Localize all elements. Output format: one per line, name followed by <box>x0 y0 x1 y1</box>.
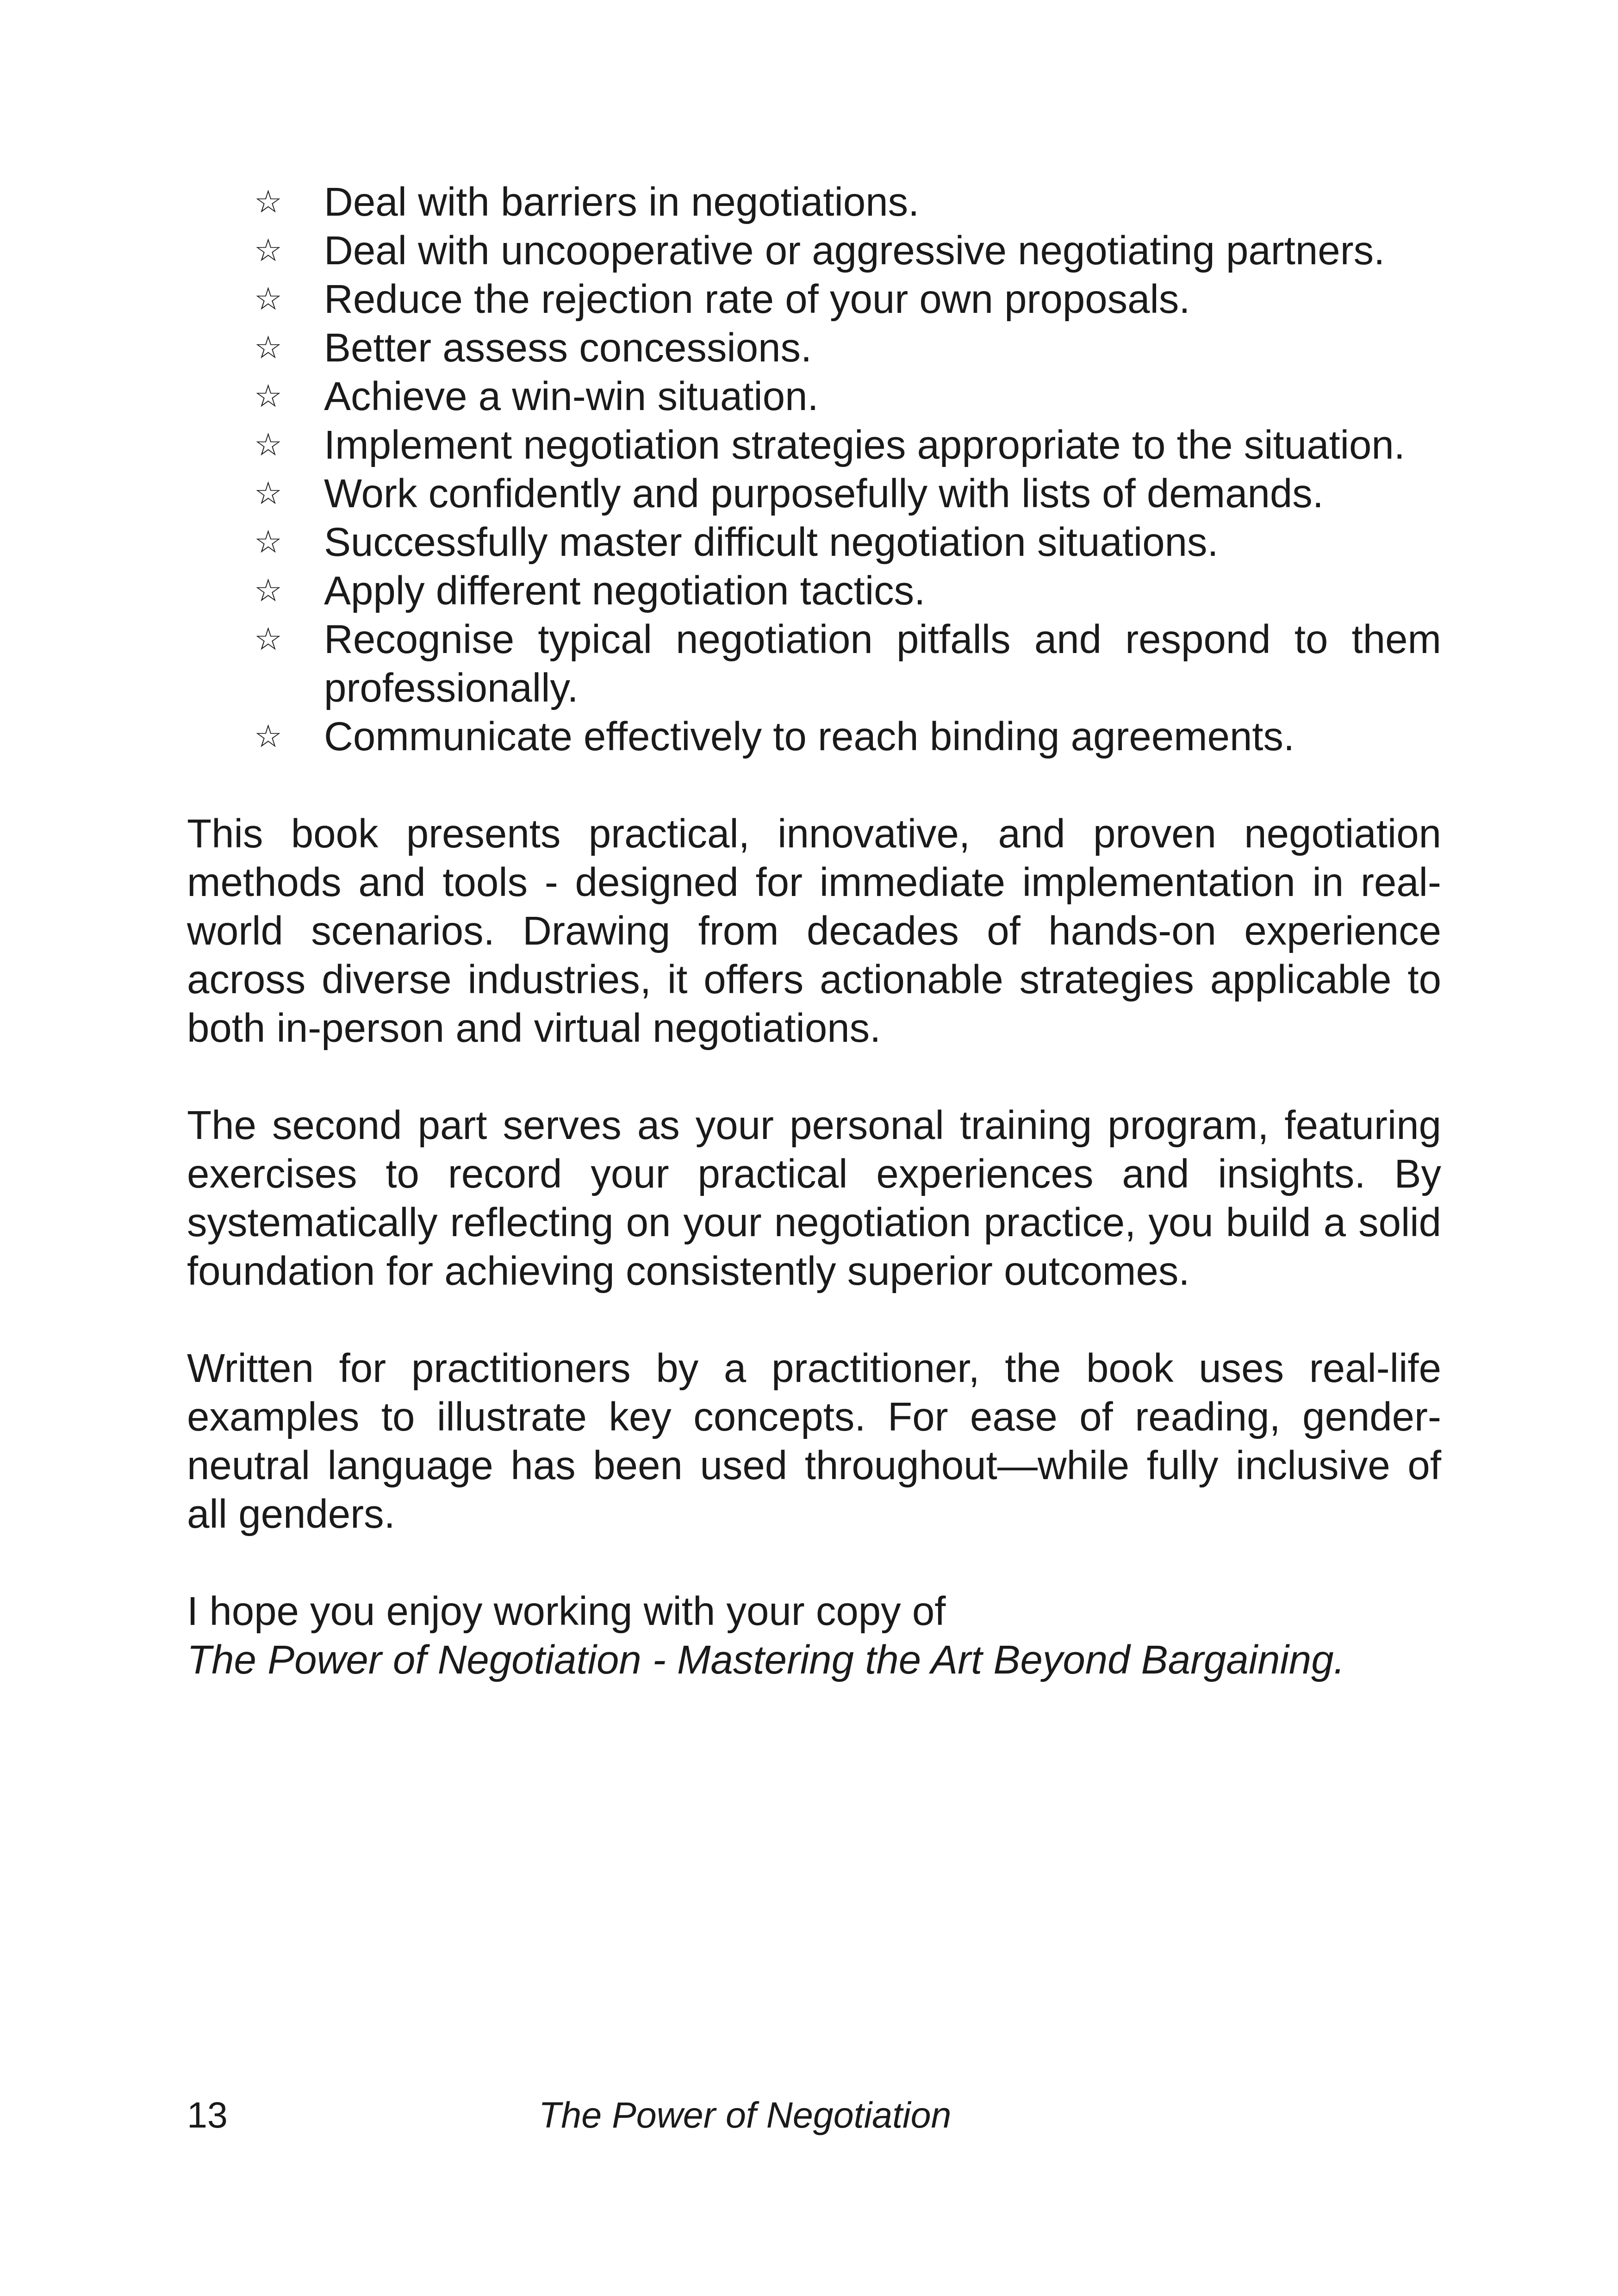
bullet-item <box>187 518 1441 566</box>
star-outline-icon: ☆ <box>254 475 282 512</box>
bullet-item <box>187 178 1441 226</box>
bullet-item <box>187 712 1441 761</box>
bullet-text: Work confidently and purposefully with lists of demands. <box>324 471 1324 516</box>
star-outline-icon: ☆ <box>254 427 282 463</box>
star-outline-icon: ☆ <box>254 184 282 220</box>
bullet-item <box>187 226 1441 275</box>
body-paragraph-practitioners: Written for practitioners by a practitioner, the book uses real-life examples to illustrate key concepts. For ease of reading, gender-neutral language has been used throughout—while fully inclusive of all genders. <box>187 1346 1441 1537</box>
running-title: The Power of Negotiation <box>539 2094 952 2135</box>
star-outline-icon: ☆ <box>254 718 282 755</box>
star-outline-icon: ☆ <box>254 281 282 317</box>
star-outline-icon: ☆ <box>254 378 282 415</box>
star-outline-icon: ☆ <box>254 330 282 366</box>
bullet-text: Reduce the rejection rate of your own proposals. <box>324 277 1190 322</box>
bullet-text: Apply different negotiation tactics. <box>324 568 926 613</box>
bullet-text: Better assess concessions. <box>324 325 812 370</box>
bullet-text: Successfully master difficult negotiation situations. <box>324 520 1219 565</box>
bullet-item <box>187 275 1441 324</box>
bullet-item <box>187 372 1441 421</box>
bullet-list <box>187 178 1441 761</box>
page-body <box>187 178 1441 1684</box>
bullet-item <box>187 324 1441 372</box>
bullet-item <box>187 421 1441 469</box>
bullet-text: Implement negotiation strategies appropriate to the situation. <box>324 423 1405 467</box>
body-paragraph-training: The second part serves as your personal training program, featuring exercises to record your practical experiences and insights. By systematically reflecting on your negotiation practice, you build a solid foundation for achieving consistently superior outcomes. <box>187 1103 1441 1294</box>
page-number: 13 <box>187 2094 228 2135</box>
bullet-item <box>187 469 1441 518</box>
bullet-text: Deal with barriers in negotiations. <box>324 180 920 224</box>
bullet-text: Deal with uncooperative or aggressive negotiating partners. <box>324 228 1385 273</box>
bullet-item <box>187 566 1441 615</box>
bullet-item <box>187 615 1441 712</box>
closing-paragraph <box>187 1587 1441 1684</box>
closing-line: I hope you enjoy working with your copy of <box>187 1589 946 1634</box>
bullet-text: Communicate effectively to reach binding agreements. <box>324 714 1295 759</box>
closing-book-title: The Power of Negotiation - Mastering the Art Beyond Bargaining. <box>187 1637 1345 1682</box>
bullet-text: Recognise typical negotiation pitfalls and respond to them professionally. <box>324 617 1441 710</box>
star-outline-icon: ☆ <box>254 621 282 658</box>
bullet-text: Achieve a win-win situation. <box>324 374 819 419</box>
body-paragraph-intro: This book presents practical, innovative, and proven negotiation methods and tools - designed for immediate implementation in real-world scenarios. Drawing from decades of hands-on experience across diverse industries, it offers actionable strategies applicable to both in-person and virtual negotiations. <box>187 811 1441 1051</box>
star-outline-icon: ☆ <box>254 572 282 609</box>
star-outline-icon: ☆ <box>254 232 282 269</box>
star-outline-icon: ☆ <box>254 524 282 560</box>
